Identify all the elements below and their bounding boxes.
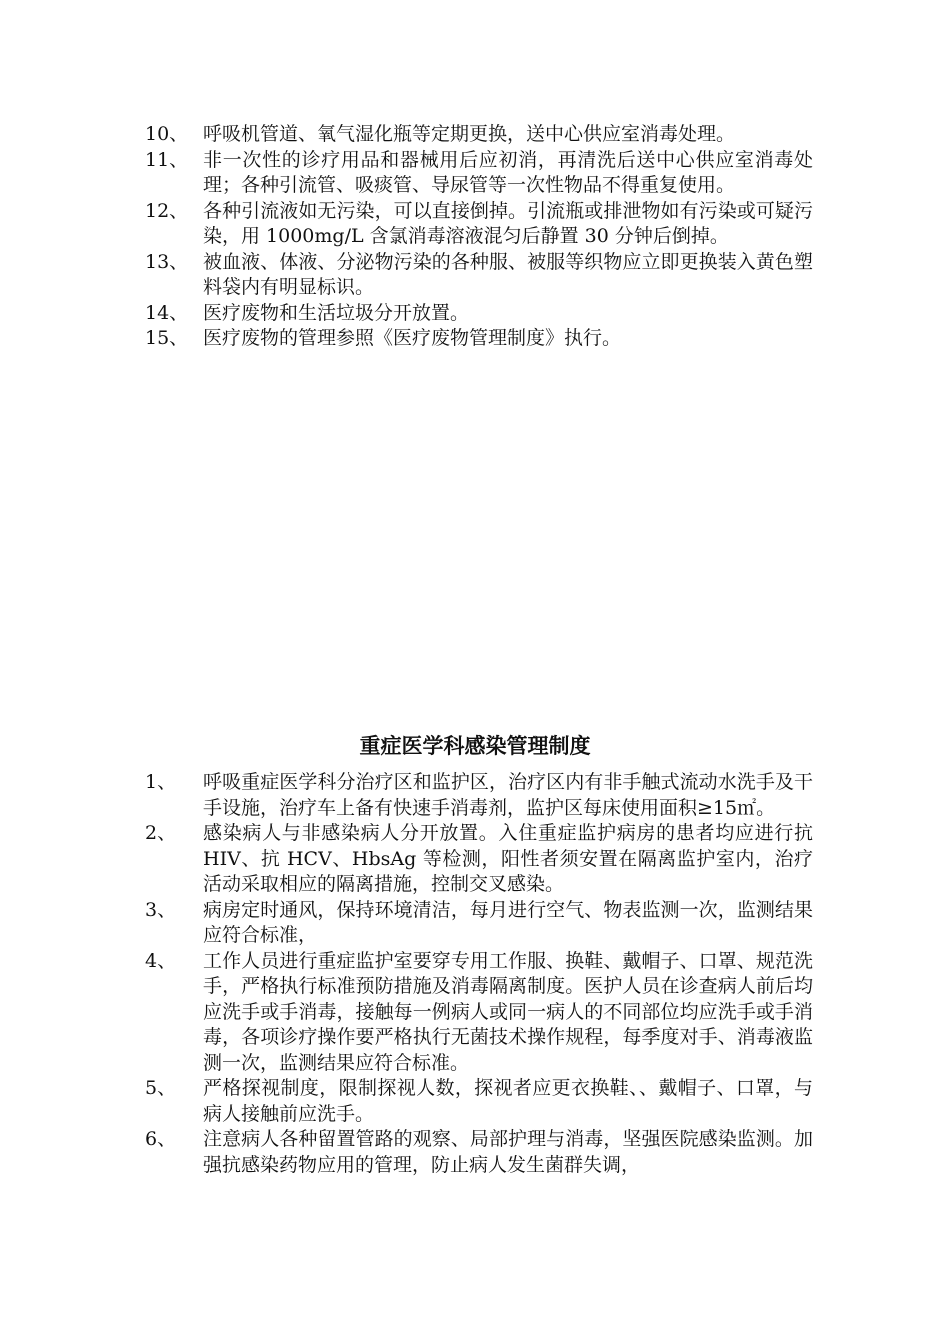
item-text: 工作人员进行重症监护室要穿专用工作服、换鞋、戴帽子、口罩、规范洗手，严格执行标准预防措施及消毒隔离制度。医护人员在诊查病人前后均应洗手或手消毒，接触每一例病人或同一病人的不同部位均应洗手或手消毒，各项诊疗操作要严格执行无菌技术操作规程，每季度对手、消毒液监测一次，监测结果应符合标准。 [203,949,813,1074]
item-text: 各种引流液如无污染，可以直接倒掉。引流瓶或排泄物如有污染或可疑污染，用 1000mg/L 含氯消毒溶液混匀后静置 30 分钟后倒掉。 [203,199,813,247]
item-text: 呼吸机管道、氧气湿化瓶等定期更换，送中心供应室消毒处理。 [203,123,736,145]
list-item [0,821,950,898]
item-text: 非一次性的诊疗用品和器械用后应初消，再清洗后送中心供应室消毒处理；各种引流管、吸痰管、导尿管等一次性物品不得重复使用。 [203,148,813,196]
item-number: 3、 [145,898,177,921]
list-item [0,250,950,301]
list-item [0,326,950,352]
item-number: 2、 [145,822,177,844]
list-item [0,949,950,1077]
item-number: 4、 [145,949,177,972]
list-item [0,301,950,327]
item-text: 医疗废物和生活垃圾分开放置。 [203,301,470,324]
item-number: 6、 [145,1128,177,1150]
item-number: 5、 [145,1077,177,1099]
list-item [0,1127,950,1178]
item-text: 严格探视制度，限制探视人数，探视者应更衣换鞋、、戴帽子、口罩，与病人接触前应洗手。 [203,1077,813,1125]
item-number: 15、 [145,327,189,349]
list-item [0,122,950,148]
item-text: 呼吸重症医学科分治疗区和监护区，治疗区内有非手触式流动水洗手及干手设施，治疗车上备有快速手消毒剂，监护区每床使用面积≥15㎡。 [203,771,813,819]
list-item [0,1076,950,1127]
item-number: 13、 [145,250,189,273]
item-number: 11、 [145,148,189,171]
item-text: 医疗废物的管理参照《医疗废物管理制度》执行。 [203,327,622,349]
item-text: 注意病人各种留置管路的观察、局部护理与消毒，坚强医院感染监测。加强抗感染药物应用的管理，防止病人发生菌群失调， [203,1128,813,1176]
rules-list-continued [0,122,950,352]
item-text: 被血液、体液、分泌物污染的各种服、被服等织物应立即更换装入黄色塑料袋内有明显标识。 [203,250,813,298]
item-text: 病房定时通风，保持环境清洁，每月进行空气、物表监测一次，监测结果应符合标准， [203,898,813,946]
item-text: 感染病人与非感染病人分开放置。入住重症监护病房的患者均应进行抗 HIV、抗 HCV、HbsAg 等检测，阳性者须安置在隔离监护室内，治疗活动采取相应的隔离措施，控制交叉感染。 [203,822,813,895]
section-title: 重症医学科感染管理制度 [359,734,591,758]
list-item [0,898,950,949]
list-item [0,148,950,199]
item-number: 1、 [145,771,177,793]
item-number: 12、 [145,199,189,222]
item-number: 14、 [145,301,189,324]
list-item [0,770,950,821]
rules-list [0,770,950,1178]
item-number: 10、 [145,123,189,145]
list-item [0,199,950,250]
